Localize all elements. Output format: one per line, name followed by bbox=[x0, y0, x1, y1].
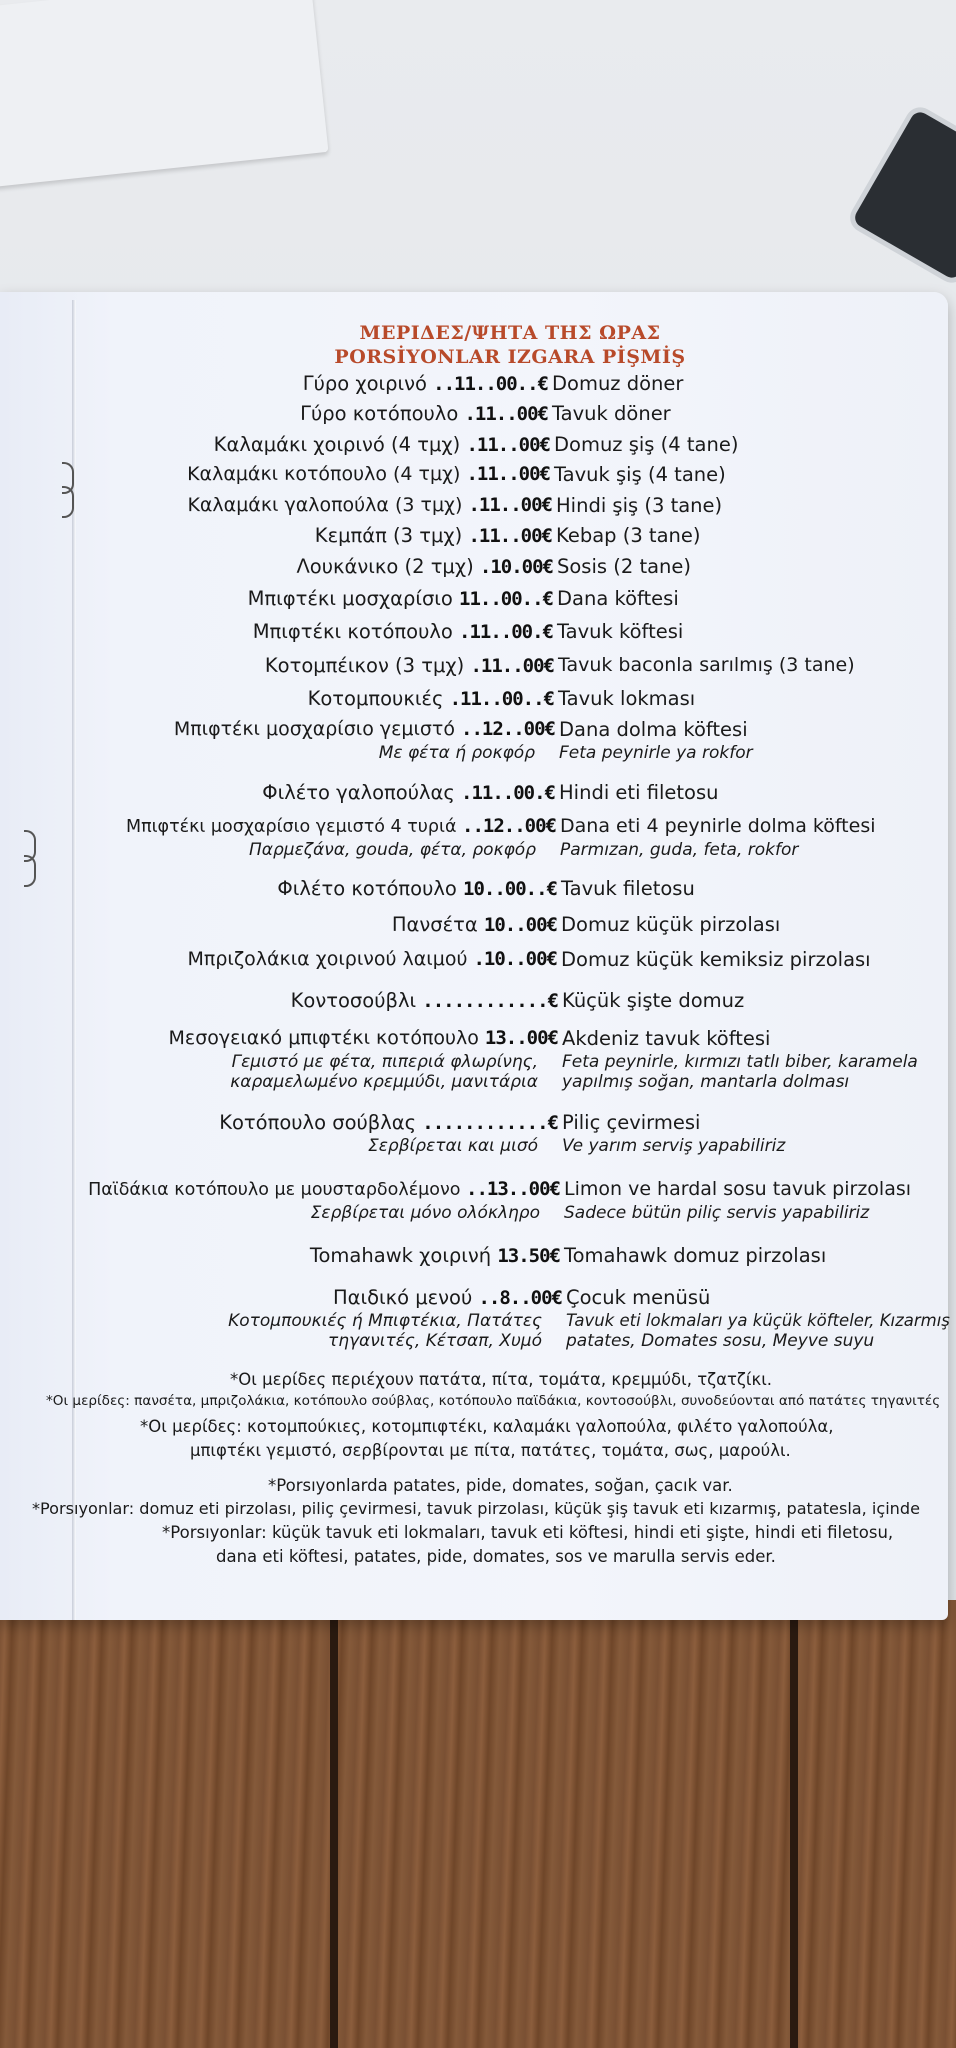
item-name-greek bbox=[296, 555, 553, 578]
item-price: 10..00€ bbox=[483, 914, 557, 936]
item-name-greek-text: Κοτομπουκιές bbox=[307, 687, 450, 710]
item-price: 13..00€ bbox=[484, 1027, 558, 1049]
item-name-greek-text: Γύρο κοτόπουλο bbox=[300, 402, 465, 425]
item-name-greek bbox=[333, 1286, 562, 1309]
menu-note: *Porsıyonlarda patates, pide, domates, soğan, çacık var. bbox=[268, 1476, 733, 1495]
menu-note: *Οι μερίδες: πανσέτα, μπριζολάκια, κοτόπουλο σούβλας, κοτόπουλο παϊδάκια, κοντοσούβλι, συνοδεύονται από πατάτες τηγανιτές bbox=[46, 1393, 941, 1409]
item-price: .11..00.€ bbox=[459, 621, 553, 643]
item-description-turkish: Sadece bütün piliç servis yapabiliriz bbox=[564, 1203, 870, 1223]
item-name-turkish: Tavuk köftesi bbox=[557, 620, 684, 643]
item-name-turkish: Akdeniz tavuk köftesi bbox=[562, 1027, 771, 1050]
item-price: .11..00..€ bbox=[449, 688, 554, 710]
item-name-turkish: Kebap (3 tane) bbox=[556, 524, 701, 547]
item-name-greek bbox=[219, 1111, 558, 1134]
item-name-turkish: Hindi eti filetosu bbox=[559, 781, 719, 804]
item-name-greek bbox=[291, 989, 558, 1012]
item-name-greek bbox=[126, 815, 556, 837]
item-name-turkish: Tavuk lokması bbox=[558, 687, 696, 710]
item-name-turkish: Limon ve hardal sosu tavuk pirzolası bbox=[564, 1178, 912, 1200]
item-description-greek: Γεμιστό με φέτα, πιπεριά φλωρίνης, bbox=[231, 1052, 538, 1072]
item-name-turkish: Tomahawk domuz pirzolası bbox=[564, 1244, 827, 1267]
item-name-greek bbox=[392, 913, 557, 936]
item-name-greek-text: Κοτόπουλο σούβλας bbox=[219, 1111, 423, 1134]
item-price: .10..00€ bbox=[473, 948, 557, 970]
item-name-greek-text: Παϊδάκια κοτόπουλο με μουσταρδολέμονο bbox=[88, 1180, 467, 1200]
item-name-greek-text: Μπριζολάκια χοιρινού λαιμού bbox=[187, 948, 474, 970]
item-description-greek: Σερβίρεται και μισό bbox=[367, 1136, 538, 1156]
item-name-turkish: Küçük şişte domuz bbox=[562, 989, 745, 1012]
wooden-table bbox=[0, 1600, 956, 2048]
menu-note: *Porsıyonlar: küçük tavuk eti lokmaları, tavuk eti köftesi, hindi eti şişte, hindi eti filetosu, bbox=[162, 1523, 894, 1542]
item-name-turkish: Domuz küçük pirzolası bbox=[561, 913, 781, 936]
item-name-greek-text: Καλαμάκι κοτόπουλο (4 τμχ) bbox=[187, 463, 467, 485]
item-name-greek-text: Καλαμάκι γαλοπούλα (3 τμχ) bbox=[187, 494, 469, 516]
item-name-greek-text: Μπιφτέκι μοσχαρίσιο bbox=[247, 587, 460, 610]
item-description-turkish: Tavuk eti lokmaları ya küçük köfteler, Kızarmış bbox=[566, 1311, 950, 1330]
item-name-turkish: Tavuk filetosu bbox=[561, 877, 695, 900]
item-description-turkish: patates, Domates sosu, Meyve suyu bbox=[566, 1331, 875, 1351]
item-price: .11..00€ bbox=[468, 494, 552, 516]
item-name-greek bbox=[315, 524, 552, 547]
item-name-greek bbox=[188, 948, 558, 970]
item-name-greek bbox=[88, 1178, 560, 1200]
item-name-greek bbox=[308, 687, 554, 710]
item-name-turkish: Dana eti 4 peynirle dolma köftesi bbox=[560, 815, 876, 837]
item-name-greek-text: Μεσογειακό μπιφτέκι κοτόπουλο bbox=[168, 1027, 485, 1049]
item-name-turkish: Dana dolma köftesi bbox=[559, 718, 748, 741]
item-price: 13.50€ bbox=[497, 1245, 560, 1267]
item-price: 10..00..€ bbox=[463, 878, 557, 900]
item-price: ..12..00€ bbox=[462, 815, 556, 837]
menu-title-greek: ΜΕΡΙΔΕΣ/ΨΗΤΑ ΤΗΣ ΩΡΑΣ bbox=[359, 322, 661, 344]
item-name-turkish: Domuz küçük kemiksiz pirzolası bbox=[561, 948, 871, 971]
item-price: .10.00€ bbox=[479, 556, 553, 578]
item-price: ............€ bbox=[422, 990, 558, 1012]
item-name-greek-text: Μπιφτέκι μοσχαρίσιο γεμιστό 4 τυριά bbox=[126, 817, 463, 837]
item-name-turkish: Sosis (2 tane) bbox=[557, 555, 692, 578]
item-name-turkish: Piliç çevirmesi bbox=[562, 1111, 701, 1134]
item-price: .11..00€ bbox=[470, 655, 554, 677]
item-description-greek: Παρμεζάνα, gouda, φέτα, ροκφόρ bbox=[249, 840, 536, 860]
item-name-greek bbox=[265, 654, 554, 677]
item-name-greek bbox=[174, 718, 555, 740]
item-price: 11..00..€ bbox=[459, 588, 553, 610]
item-description-turkish: Feta peynirle, kırmızı tatlı biber, karamela bbox=[562, 1052, 918, 1072]
item-name-greek bbox=[303, 372, 548, 395]
item-name-greek bbox=[169, 1027, 558, 1049]
item-name-turkish: Çocuk menüsü bbox=[566, 1286, 711, 1309]
item-price: .11..00€ bbox=[466, 434, 550, 456]
item-name-greek-text: Κοντοσούβλι bbox=[290, 989, 423, 1012]
item-name-turkish: Domuz döner bbox=[552, 372, 684, 395]
item-name-greek-text: Παιδικό μενού bbox=[332, 1286, 479, 1309]
item-price: ..12..00€ bbox=[461, 718, 555, 740]
item-price: ..11..00..€ bbox=[433, 373, 548, 395]
item-name-greek-text: Κοτομπέικον (3 τμχ) bbox=[264, 654, 471, 677]
item-description-turkish: Feta peynirle ya rokfor bbox=[559, 743, 753, 763]
item-name-greek bbox=[277, 877, 557, 900]
item-name-greek-text: Μπιφτέκι κοτόπουλο bbox=[252, 620, 460, 643]
item-name-greek bbox=[187, 494, 552, 516]
item-name-greek-text: Καλαμάκι χοιρινό (4 τμχ) bbox=[213, 433, 467, 456]
item-price: .11..00€ bbox=[466, 463, 550, 485]
menu-note: *Porsıyonlar: domuz eti pirzolası, piliç çevirmesi, tavuk pirzolası, küçük şiş tavuk eti kızarmış, patatesla, içinde bbox=[32, 1499, 921, 1518]
menu-title-turkish: PORSİYONLAR IZGARA PİŞMİŞ bbox=[334, 346, 686, 368]
item-description-greek: τηγανιτές, Κέτσαπ, Χυμό bbox=[327, 1331, 542, 1351]
item-name-turkish: Dana köftesi bbox=[557, 587, 679, 610]
menu-note: *Οι μερίδες περιέχουν πατάτα, πίτα, τομάτα, κρεμμύδι, τζατζίκι. bbox=[230, 1370, 773, 1389]
item-name-greek-text: Κεμπάπ (3 τμχ) bbox=[314, 524, 469, 547]
item-name-greek bbox=[214, 433, 550, 456]
item-price: ..8..00€ bbox=[478, 1287, 562, 1309]
item-description-turkish: Parmızan, guda, feta, rokfor bbox=[560, 840, 799, 860]
item-name-greek bbox=[310, 1244, 560, 1267]
menu-note: *Οι μερίδες: κοτομπούκιες, κοτομπιφτέκι, καλαμάκι γαλοπούλα, φιλέτο γαλοπούλα, bbox=[140, 1417, 834, 1436]
item-name-turkish: Tavuk baconla sarılmış (3 tane) bbox=[558, 654, 855, 676]
item-name-greek bbox=[300, 402, 548, 425]
item-price: ............€ bbox=[422, 1112, 558, 1134]
item-price: .11..00€ bbox=[464, 403, 548, 425]
item-name-turkish: Tavuk şiş (4 tane) bbox=[554, 463, 726, 486]
item-name-turkish: Domuz şiş (4 tane) bbox=[554, 433, 739, 456]
item-name-greek-text: Πανσέτα bbox=[391, 913, 484, 936]
item-price: .11..00€ bbox=[468, 525, 552, 547]
binder-ring-icon bbox=[24, 855, 36, 887]
item-name-greek bbox=[187, 463, 550, 485]
item-price: .11..00.€ bbox=[461, 782, 555, 804]
item-description-greek: Σερβίρεται μόνο ολόκληρο bbox=[310, 1203, 540, 1223]
item-description-turkish: Ve yarım serviş yapabiliriz bbox=[562, 1136, 786, 1156]
menu-note: μπιφτέκι γεμιστό, σερβίρονται με πίτα, πατάτες, τομάτα, σως, μαρούλι. bbox=[190, 1441, 791, 1460]
item-name-greek-text: Φιλέτο γαλοπούλας bbox=[262, 781, 462, 804]
item-name-greek-text: Tomahawk χοιρινή bbox=[309, 1244, 498, 1267]
item-name-greek bbox=[253, 620, 553, 643]
item-name-greek bbox=[262, 781, 555, 804]
item-name-greek bbox=[248, 587, 553, 610]
menu-note: dana eti köftesi, patates, pide, domates, sos ve marulla servis eder. bbox=[216, 1547, 776, 1566]
item-name-turkish: Hindi şiş (3 tane) bbox=[556, 494, 723, 517]
item-description-greek: Με φέτα ή ροκφόρ bbox=[378, 743, 535, 763]
item-price: ..13..00€ bbox=[466, 1178, 560, 1200]
item-description-greek: καραμελωμένο κρεμμύδι, μανιτάρια bbox=[230, 1072, 538, 1092]
item-name-greek-text: Γύρο χοιρινό bbox=[302, 372, 434, 395]
item-name-turkish: Tavuk döner bbox=[552, 402, 671, 425]
item-description-turkish: yapılmış soğan, mantarla dolması bbox=[562, 1072, 850, 1092]
item-name-greek-text: Λουκάνικο (2 τμχ) bbox=[296, 555, 480, 578]
item-description-greek: Κοτομπουκιές ή Μπιφτέκια, Πατάτες bbox=[228, 1311, 542, 1331]
item-name-greek-text: Φιλέτο κοτόπουλο bbox=[277, 877, 464, 900]
binder-ring-icon bbox=[62, 486, 74, 518]
item-name-greek-text: Μπιφτέκι μοσχαρίσιο γεμιστό bbox=[173, 718, 462, 740]
